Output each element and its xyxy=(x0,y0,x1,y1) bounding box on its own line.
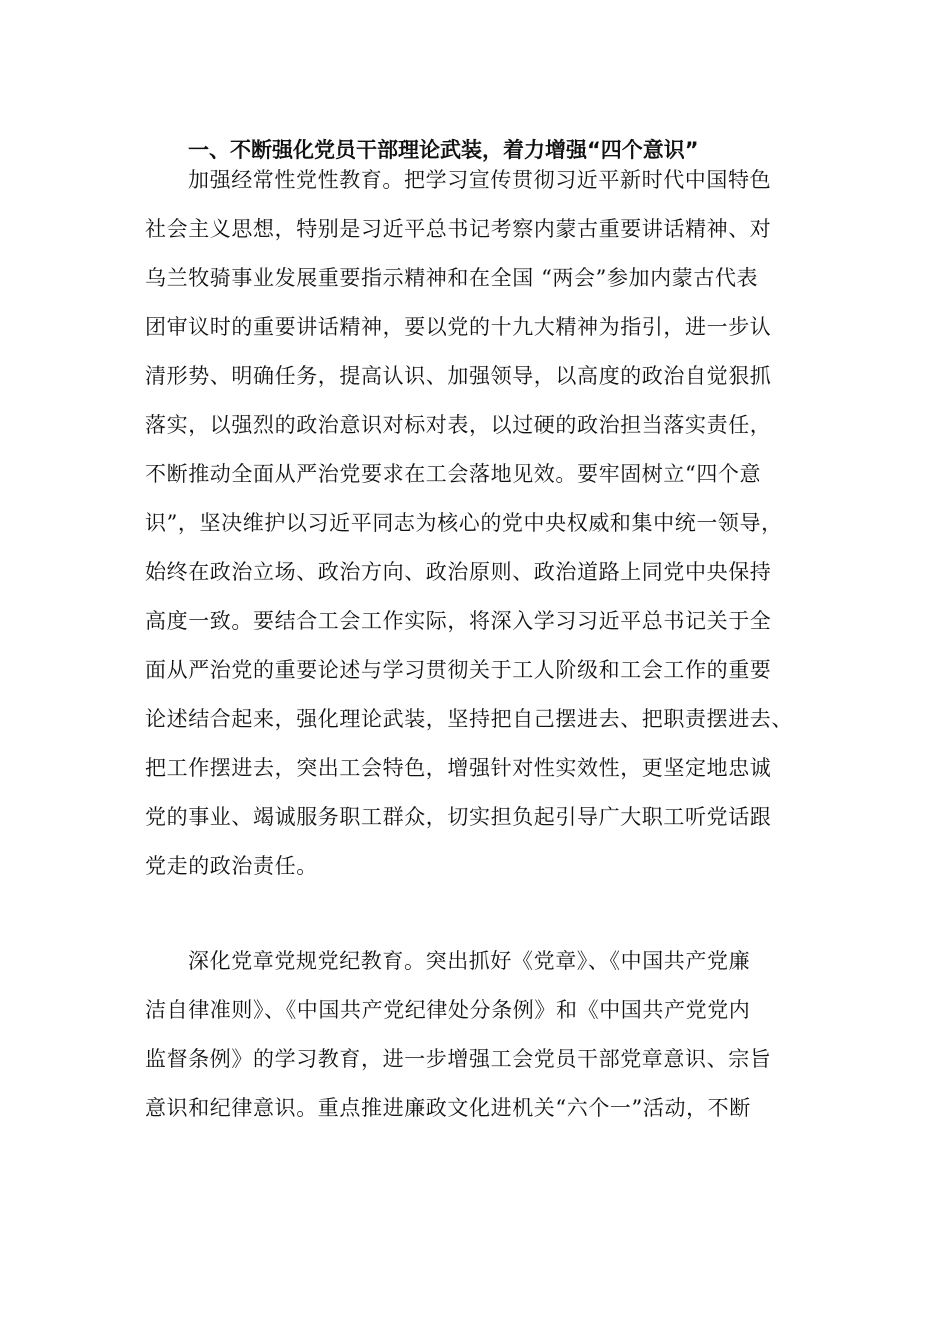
paragraph-line: 洁自律准则》、《中国共产党纪律处分条例》和《中国共产党党内 xyxy=(145,998,751,1022)
paragraph-line: 党的事业、竭诚服务职工群众，切实担负起引导广大职工听党话跟 xyxy=(145,805,772,829)
paragraph-line: 识”，坚决维护以习近平同志为核心的党中央权威和集中统一领导， xyxy=(145,511,783,535)
paragraph-line: 不断推动全面从严治党要求在工会落地见效。要牢固树立“四个意 xyxy=(145,462,762,486)
paragraph-line: 监督条例》的学习教育，进一步增强工会党员干部党章意识、宗旨 xyxy=(145,1047,772,1071)
section-heading: 一、不断强化党员干部理论武装，着力增强“四个意识” xyxy=(188,138,699,162)
paragraph-line: 把工作摆进去，突出工会特色，增强针对性实效性，更坚定地忠诚 xyxy=(145,756,772,780)
paragraph-line: 社会主义思想，特别是习近平总书记考察内蒙古重要讲话精神、对 xyxy=(145,217,772,241)
paragraph-line: 始终在政治立场、政治方向、政治原则、政治道路上同党中央保持 xyxy=(145,560,772,584)
paragraph-line: 高度一致。要结合工会工作实际，将深入学习习近平总书记关于全 xyxy=(145,609,772,633)
paragraph-line: 加强经常性党性教育。把学习宣传贯彻习近平新时代中国特色 xyxy=(188,168,772,192)
paragraph-line: 深化党章党规党纪教育。突出抓好《党章》、《中国共产党廉 xyxy=(188,949,751,973)
paragraph-line: 清形势、明确任务，提高认识、加强领导，以高度的政治自觉狠抓 xyxy=(145,364,772,388)
paragraph-line: 意识和纪律意识。重点推进廉政文化进机关“六个一”活动，不断 xyxy=(145,1096,751,1120)
paragraph-line: 落实，以强烈的政治意识对标对表，以过硬的政治担当落实责任， xyxy=(145,413,772,437)
paragraph-line: 团审议时的重要讲话精神，要以党的十九大精神为指引，进一步认 xyxy=(145,315,772,339)
paragraph-line: 论述结合起来，强化理论武装，坚持把自己摆进去、把职责摆进去、 xyxy=(145,707,793,731)
paragraph-line: 乌兰牧骑事业发展重要指示精神和在全国 “两会”参加内蒙古代表 xyxy=(145,266,759,290)
paragraph-line: 面从严治党的重要论述与学习贯彻关于工人阶级和工会工作的重要 xyxy=(145,658,772,682)
paragraph-line: 党走的政治责任。 xyxy=(145,854,318,878)
